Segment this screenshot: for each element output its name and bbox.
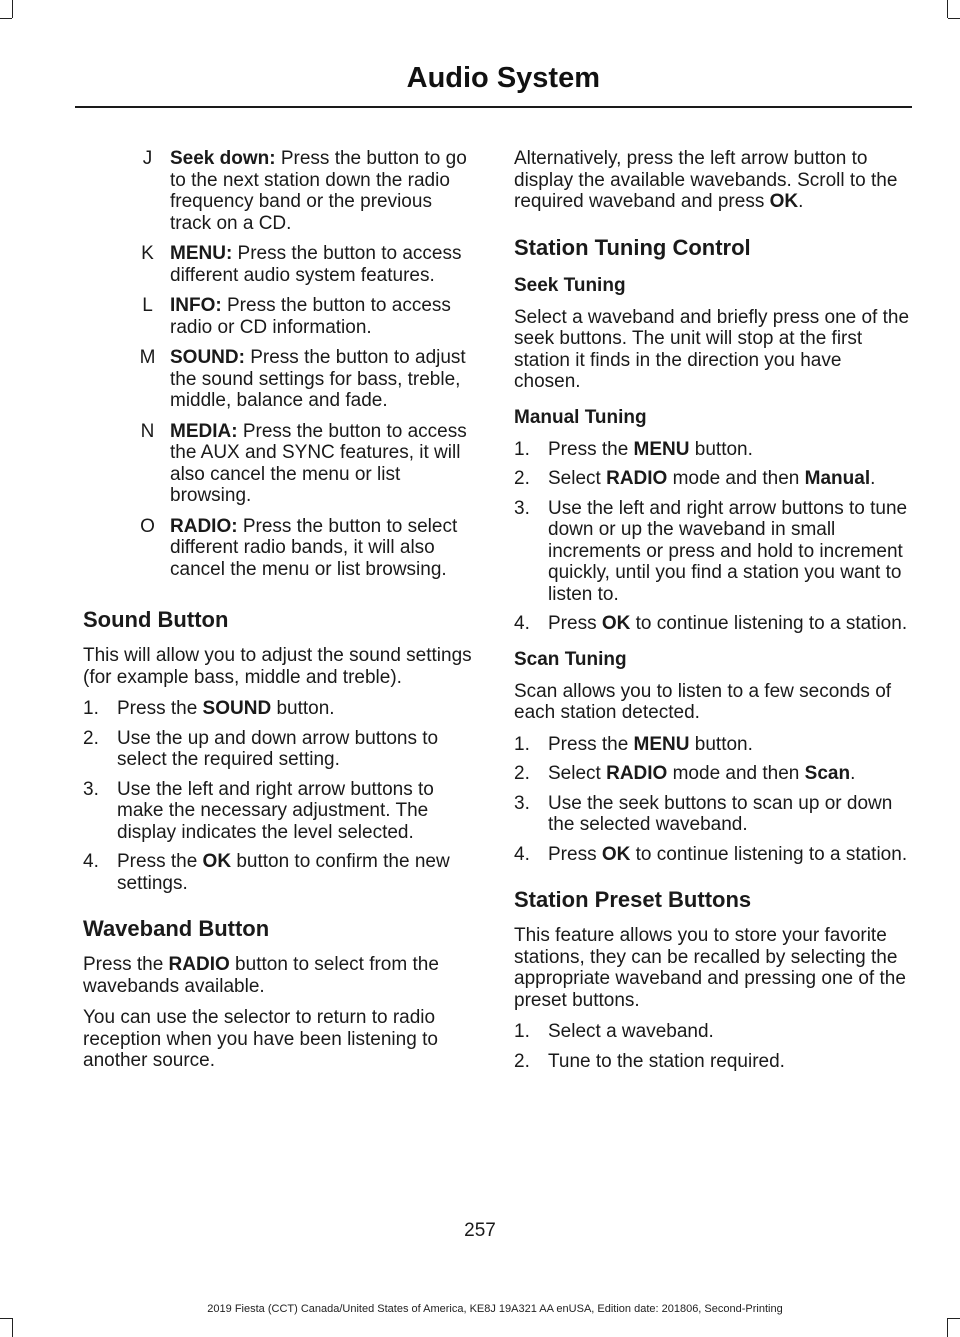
list-item: 1. Press the SOUND button.	[83, 698, 335, 719]
subheading-seek-tuning: Seek Tuning	[514, 274, 626, 296]
definition-text: Press the button to select different radio bands, it will also cancel the menu or list browsing.	[170, 515, 458, 580]
definition-key: J	[142, 148, 153, 169]
definition-key: N	[140, 420, 155, 442]
crop-mark-top-left-v	[12, 0, 13, 18]
definition-text: Press the button to access radio or CD information.	[170, 295, 451, 338]
definition-term: MEDIA:	[170, 420, 238, 442]
preset-text: This feature allows you to store your favorite stations, they can be recalled by selecting the appropriate waveband and pressing one of the preset buttons.	[514, 925, 906, 1011]
seek-tuning-text: Select a waveband and briefly press one of the seek buttons. The unit will stop at the first station it finds in the direction you have chosen.	[514, 306, 910, 392]
crop-mark-bottom-left-h	[0, 1318, 12, 1319]
crop-mark-top-right-v	[947, 0, 948, 18]
section-heading-preset: Station Preset Buttons	[514, 887, 752, 912]
list-item: 4. Press the OK button to confirm the new settings.	[83, 851, 450, 894]
list-item: 2. Select RADIO mode and then Scan.	[514, 763, 856, 784]
header-divider	[75, 106, 912, 108]
definition-item-n	[83, 421, 475, 507]
scan-tuning-text: Scan allows you to listen to a few seconds of each station detected.	[514, 680, 892, 723]
definition-term: RADIO:	[170, 515, 238, 537]
definition-list	[83, 148, 475, 580]
section-heading-waveband: Waveband Button	[83, 916, 270, 941]
definition-term: SOUND:	[170, 347, 245, 368]
sound-intro: This will allow you to adjust the sound settings (for example bass, middle and treble).	[83, 645, 472, 688]
definition-term: Seek down:	[170, 148, 276, 169]
waveband-paragraph-3: Alternatively, press the left arrow button to display the available wavebands. Scroll to the required waveband and press OK.	[514, 148, 898, 212]
definition-text: Press the button to go to the next station down the radio frequency band or the previous track on a CD.	[170, 148, 467, 234]
definition-key: M	[139, 347, 156, 368]
list-item: 3. Use the left and right arrow buttons to tune down or up the waveband in small increments or press and hold to increment quickly, until you find a station you want to listen to.	[514, 497, 908, 605]
subheading-scan-tuning: Scan Tuning	[514, 648, 627, 670]
crop-mark-bottom-right-v	[947, 1318, 948, 1337]
list-item: 2. Select RADIO mode and then Manual.	[514, 468, 876, 489]
definition-item-l	[83, 295, 475, 338]
subheading-manual-tuning: Manual Tuning	[514, 406, 647, 428]
preset-steps	[514, 1021, 910, 1072]
definition-key: O	[140, 515, 155, 537]
sound-steps	[83, 698, 475, 894]
list-item: 3. Use the seek buttons to scan up or down the selected waveband.	[514, 792, 893, 835]
definition-text: Press the button to adjust the sound settings for bass, treble, middle, balance and fade.	[170, 347, 466, 411]
list-item: 3. Use the left and right arrow buttons to make the necessary adjustment. The display indicates the level selected.	[83, 778, 434, 843]
definition-key: K	[141, 243, 154, 264]
definition-item-o	[83, 516, 475, 581]
list-item: 1. Press the MENU button.	[514, 438, 753, 460]
crop-mark-top-right-h	[948, 18, 960, 19]
right-column	[514, 148, 910, 1082]
scan-tuning-steps	[514, 734, 910, 866]
section-heading-tuning: Station Tuning Control	[514, 234, 751, 260]
crop-mark-bottom-left-v	[12, 1318, 13, 1337]
list-item: 2. Use the up and down arrow buttons to select the required setting.	[83, 727, 439, 770]
manual-tuning-steps	[514, 439, 910, 635]
list-item: 1. Select a waveband.	[514, 1021, 714, 1042]
definition-term: INFO:	[170, 295, 222, 316]
definition-text: Press the button to access the AUX and SYNC features, it will also cancel the menu or list browsing.	[170, 420, 467, 506]
list-item: 1. Press the MENU button.	[514, 733, 753, 755]
crop-mark-bottom-right-h	[948, 1318, 960, 1319]
list-item: 4. Press OK to continue listening to a station.	[514, 613, 908, 634]
list-item: 2. Tune to the station required.	[514, 1050, 785, 1072]
list-item: 4. Press OK to continue listening to a station.	[514, 843, 908, 865]
definition-item-j	[83, 148, 475, 234]
definition-item-m	[83, 347, 475, 412]
crop-mark-top-left-h	[0, 18, 12, 19]
waveband-paragraph-2: You can use the selector to return to radio reception when you have been listening to another source.	[83, 1007, 438, 1071]
definition-key: L	[142, 295, 153, 316]
page-title: Audio System	[406, 62, 600, 94]
section-heading-sound: Sound Button	[83, 607, 229, 632]
page-footer: 2019 Fiesta (CCT) Canada/United States of America, KE8J 19A321 AA enUSA, Edition date: 201806, Second-Printing	[207, 1303, 783, 1315]
left-column	[83, 148, 475, 1082]
definition-term: MENU:	[170, 243, 233, 264]
definition-text: Press the button to access different audio system features.	[170, 243, 462, 286]
waveband-paragraph-1: Press the RADIO button to select from the wavebands available.	[83, 954, 439, 997]
definition-item-k	[83, 243, 475, 286]
page-number: 257	[464, 1220, 496, 1241]
